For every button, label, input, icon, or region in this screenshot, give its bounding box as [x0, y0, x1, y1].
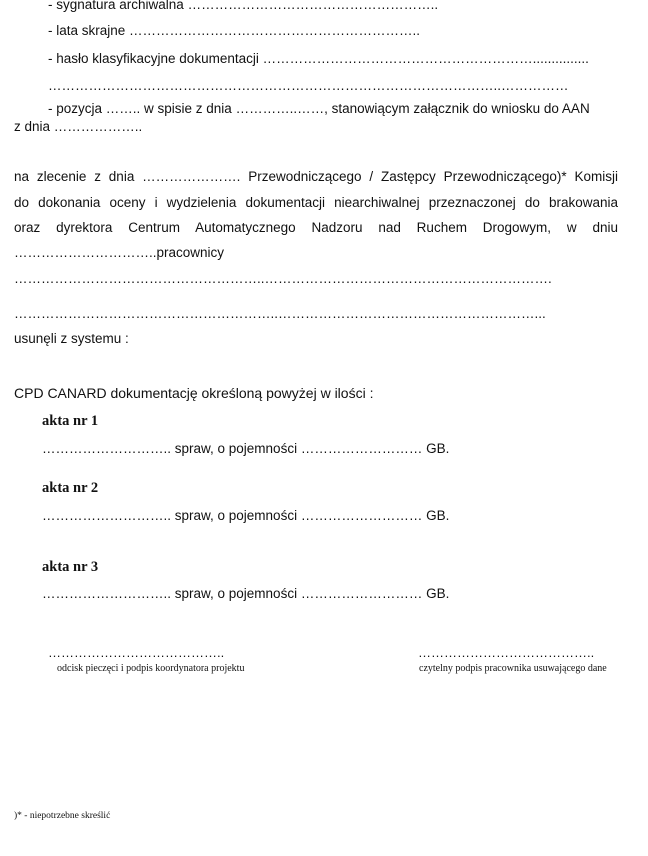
field-z-dnia: z dnia ………………..: [14, 119, 143, 134]
commission-line-4: …………………………..pracownicy: [14, 245, 225, 260]
act-1-title: akta nr 1: [42, 413, 99, 429]
commission-line-3: oraz dyrektora Centrum Automatycznego Nadzoru nad Ruchem Drogowym, w dniu: [14, 220, 618, 235]
field-sygnatura: - sygnatura archiwalna ………………………………………………..: [48, 0, 439, 12]
field-lata-skrajne: - lata skrajne ………………………………………………………..: [48, 23, 421, 38]
signature-right-dots: …………………………………..: [418, 645, 595, 660]
act-3-detail: ……………………….. spraw, o pojemności ……………………… GB.: [42, 586, 450, 601]
signature-left-dots: …………………………………..: [48, 645, 225, 660]
field-haslo-continuation: ………………………………………………………………………………………..……………: [48, 78, 569, 93]
field-haslo-klasyfikacyjne: - hasło klasyfikacyjne dokumentacji ……………………………………………………...............: [48, 51, 589, 66]
footnote: )* - niepotrzebne skreślić: [14, 811, 111, 821]
signature-left-caption: odcisk pieczęci i podpis koordynatora projektu: [57, 663, 245, 674]
employee-dots-line-2: …………………………………………………..…………………………………………………...: [14, 306, 546, 321]
commission-line-2: do dokonania oceny i wydzielenia dokumentacji niearchiwalnej przeznaczonej do brakowania: [14, 195, 618, 210]
removed-from-system-label: usunęli z systemu :: [14, 331, 129, 346]
commission-line-1: na zlecenie z dnia …………………. Przewodniczącego / Zastępcy Przewodniczącego)* Komisji: [14, 169, 618, 184]
employee-dots-line-1: ………………………………………………..……………………………………………………….: [14, 271, 552, 286]
field-pozycja: - pozycja …….. w spisie z dnia …………..……, stanowiącym załącznik do wniosku do AAN: [48, 101, 590, 116]
signature-right-caption: czytelny podpis pracownika usuwającego dane: [419, 663, 607, 674]
act-2-title: akta nr 2: [42, 480, 99, 496]
act-1-detail: ……………………….. spraw, o pojemności ……………………… GB.: [42, 441, 450, 456]
act-3-title: akta nr 3: [42, 559, 99, 575]
act-2-detail: ……………………….. spraw, o pojemności ……………………… GB.: [42, 508, 450, 523]
system-line: CPD CANARD dokumentację określoną powyżej w ilości :: [14, 385, 374, 401]
